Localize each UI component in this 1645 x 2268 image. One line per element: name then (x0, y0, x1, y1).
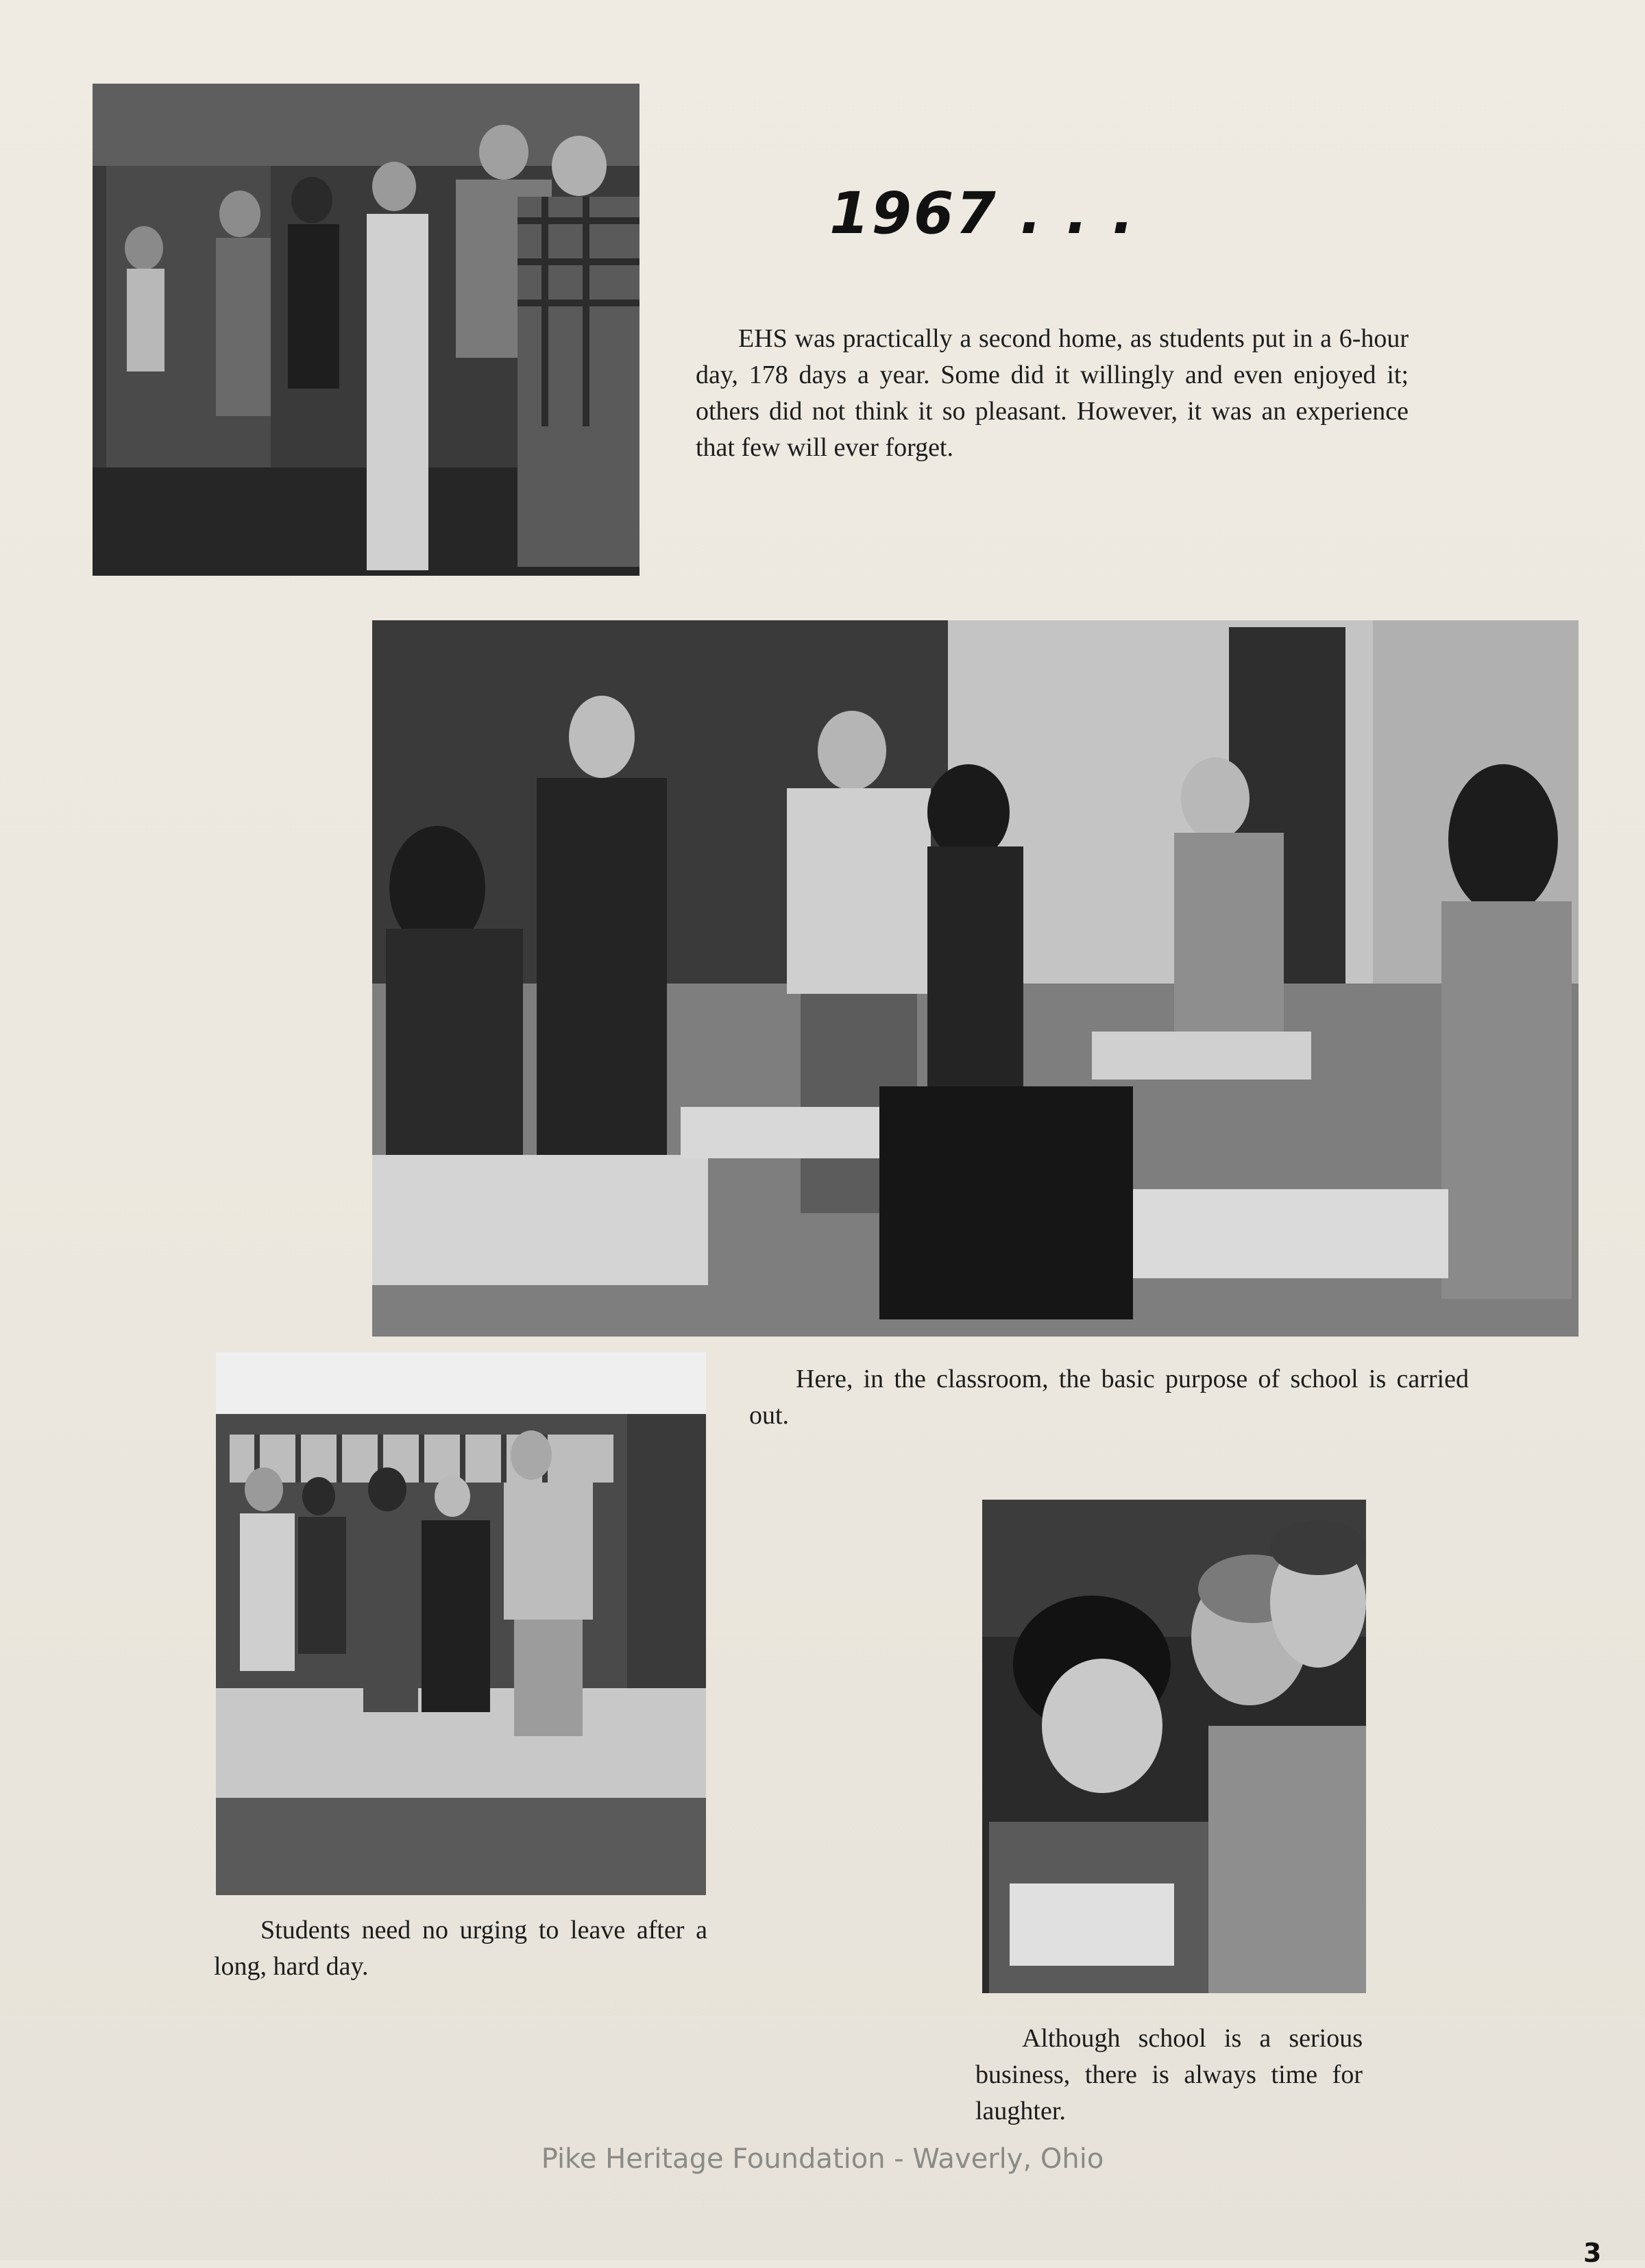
laughter-photo (982, 1500, 1366, 1993)
page-title: 1967 . . . (829, 180, 1136, 247)
classroom-photo (372, 620, 1579, 1337)
hallway-photo (93, 84, 639, 576)
classroom-caption: Here, in the classroom, the basic purpose of school is carried out. (749, 1365, 1469, 1430)
bus-photo (216, 1352, 706, 1895)
leaving-caption: Students need no urging to leave after a long, hard day. (214, 1916, 707, 1981)
laughter-caption: Although school is a serious business, there is always time for laughter. (975, 2024, 1363, 2125)
intro-paragraph: EHS was practically a second home, as students put in a 6-hour day, 178 days a year. Some did it willingly and even enjoyed it; others did not think it so pleasant. However, it was an experience that few will ever forget. (696, 324, 1409, 462)
page-number: 3 (1583, 2238, 1602, 2268)
watermark: Pike Heritage Foundation - Waverly, Ohio (541, 2143, 1104, 2175)
